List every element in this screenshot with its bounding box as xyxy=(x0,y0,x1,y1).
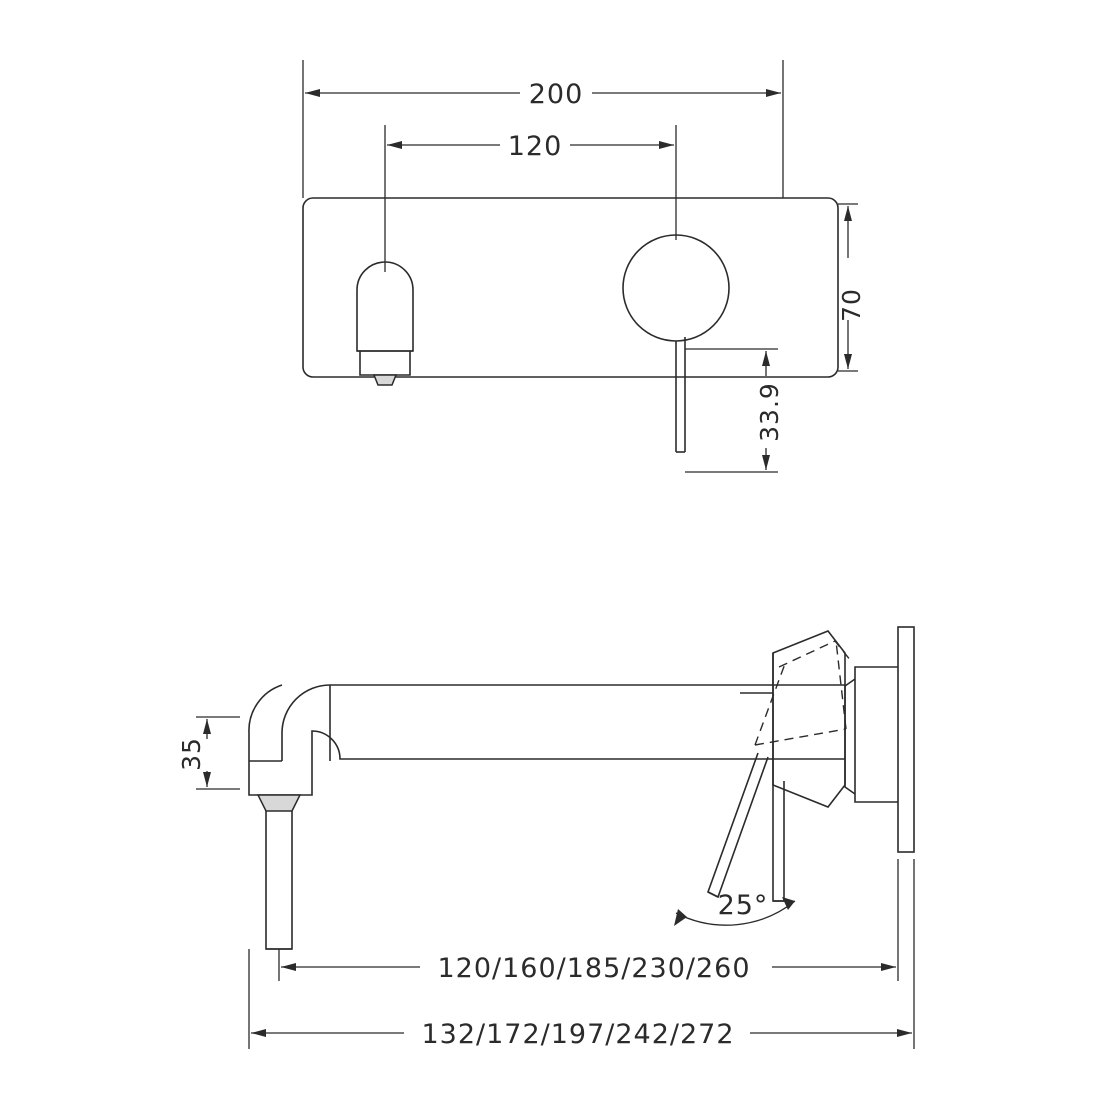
side-elevation-view xyxy=(0,549,1109,1109)
handle-lever-down xyxy=(773,781,784,901)
dimension-projection xyxy=(279,859,898,984)
dimension-spout-to-handle-label: 120 xyxy=(507,131,563,162)
wall-plate-outline xyxy=(303,198,838,377)
dimension-plate-width-label: 200 xyxy=(528,79,584,110)
dimension-plate-height xyxy=(837,204,866,371)
dimension-handle-angle xyxy=(674,890,795,926)
wall-plate-side xyxy=(845,627,914,852)
spout-front-profile xyxy=(357,262,413,385)
dimension-spout-offset-label: 33.9 xyxy=(755,382,784,442)
dimension-overall-label: 132/172/197/242/272 xyxy=(421,1019,735,1050)
dimension-spout-drop-label: 35 xyxy=(177,737,206,771)
handle-side-profile xyxy=(740,631,845,807)
handle-front-circle xyxy=(623,235,729,452)
dimension-plate-height-label: 70 xyxy=(837,288,866,322)
dimension-spout-drop xyxy=(177,717,240,789)
dimension-handle-angle-label: 25° xyxy=(717,890,769,921)
dimension-projection-label: 120/160/185/230/260 xyxy=(437,953,751,984)
handle-lever-angled xyxy=(708,641,851,897)
dimension-spout-offset xyxy=(685,349,784,472)
